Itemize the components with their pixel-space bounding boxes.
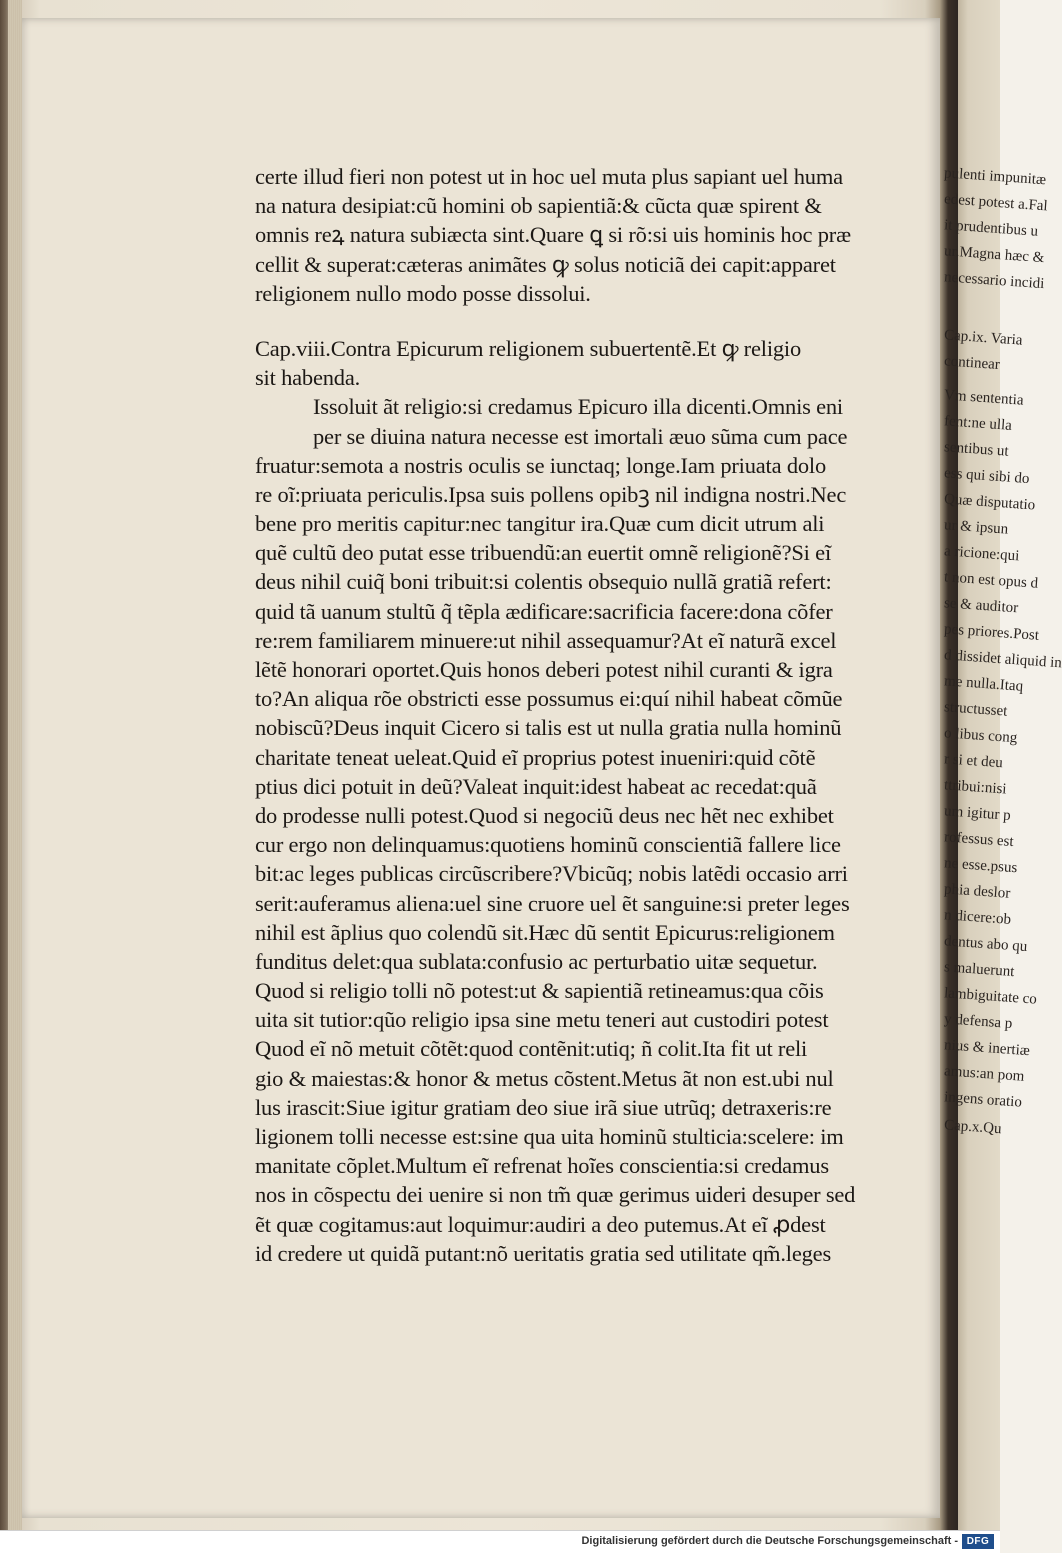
text-line: lẽtẽ honorari oportet.Quis honos deberi potest nihil curanti & igra (255, 657, 833, 682)
manuscript-page (22, 18, 940, 1518)
adjacent-page-text: um igitur p (943, 803, 1012, 824)
text-line: Quod eĩ nõ metuit cõtẽt:quod contẽnit:utiq; ñ colit.Ita fit ut reli (255, 1036, 808, 1062)
text-line: Quod si religio tolli nõ potest:ut & sapientiã retineamus:qua cõis (255, 978, 824, 1004)
text-line: certe illud fieri non potest ut in hoc uel muta plus sapiant uel huma (255, 164, 843, 189)
adjacent-page-text: Quæ disputatio (943, 491, 1036, 514)
text-line: Issoluit ãt religio:si credamus Epicuro illa dicenti.Omnis eni (313, 394, 843, 420)
text-line: id credere ut quidã putant:nõ ueritatis gratia sed utilitate qm̃.leges (255, 1240, 832, 1266)
text-line: lus irascit:Siue igitur gratiam deo siue irã siue utrũq; detraxeris:re (255, 1094, 832, 1120)
chapter-heading-line: Cap.viii.Contra Epicurum religionem subuertentẽ.Et ꝙ religio (255, 335, 802, 361)
footer-bar (0, 1530, 1000, 1553)
paragraph-gap (255, 308, 880, 334)
adjacent-page-text: structusset (943, 699, 1008, 720)
text-line: quẽ cultũ deo putat esse tribuendũ:an euertit omnẽ religionẽ?Si eĩ (255, 540, 831, 566)
text-line: nos in cõspectu dei uenire si non tm̃ quæ gerimus uideri desuper sed (255, 1182, 856, 1208)
text-line: to?An aliqua rõe obstricti esse possumus ei:quí nihil habeat cõmũe (255, 686, 843, 712)
adjacent-page-text: ur & ipsun (943, 517, 1009, 538)
text-line: gio & maiestas:& honor & metus cõstent.Metus ãt non est.ubi nul (255, 1065, 834, 1091)
adjacent-page-text: o libus cong (943, 725, 1018, 747)
adjacent-page-text: a ricione:qui (943, 543, 1020, 565)
adjacent-page-text: amus:an pom (943, 1063, 1025, 1085)
text-line: re oĩ:priuata periculis.Ipsa suis pollens opibꝫ nil indigna nostri.Nec (255, 481, 847, 507)
adjacent-page-text: ess qui sibi do (943, 465, 1030, 488)
text-line: omnis reꝝ natura subiæcta sint.Quare ꝗ si rõ:si uis hominis hoc præ (255, 222, 851, 248)
adjacent-page-text: it prudentibus u (943, 217, 1039, 240)
adjacent-page-text: lambiguitate co (943, 985, 1038, 1008)
text-line: ẽt quæ cogitamus:aut loquimur:audiri a deo putemus.At eĩ ꝓdest (255, 1211, 826, 1237)
adjacent-page-text: Cap.x.Qu (943, 1117, 1003, 1138)
adjacent-page-text: se & auditor (943, 595, 1019, 617)
adjacent-page-text: sentibus ut (943, 439, 1010, 460)
text-line: ptius dici potuit in deũ?Valeat inquit:idest habeat ac recedat:quã (255, 773, 817, 799)
adjacent-page-text: nius & inertiæ (943, 1037, 1031, 1060)
adjacent-page-text: Cap.ix. Varia (943, 327, 1023, 349)
text-line: do prodesse nulli potest.Quod si negociũ deus nec hẽt nec exhibet (255, 802, 834, 828)
adjacent-page-text: me nulla.Itaq (943, 673, 1024, 695)
text-line: per se diuina natura necesse est imortali æuo sũma cum pace (313, 423, 848, 449)
text-line: deus nihil cuiq̃ boni tribuit:si colentis obsequio nullã gratiã refert: (255, 569, 832, 595)
adjacent-page-text: y defensa p (943, 1011, 1013, 1032)
text-line: nobiscũ?Deus inquit Cicero si talis est ut nulla gratia nulla hominũ (255, 715, 842, 741)
adjacent-page-text: ttribui:nisi (943, 777, 1008, 798)
adjacent-page-text: rofessus est (943, 829, 1015, 851)
left-page-edges (8, 0, 22, 1530)
adjacent-page-text: Vm sententia (943, 387, 1025, 409)
page-text (255, 162, 880, 1268)
adjacent-page-text: dentus abo qu (943, 933, 1028, 956)
chapter-heading-line: sit habenda. (255, 365, 361, 391)
text-line: bene pro meritis capitur:nec tangitur ira.Quæ cum dicit utrum ali (255, 511, 825, 537)
adjacent-page-text: pulenti impunitæ (943, 165, 1047, 189)
text-line: bit:ac leges publicas circũscribere?Vbicũq; nobis latẽdi occasio arri (255, 861, 848, 887)
text-line: religionem nullo modo posse dissolui. (255, 280, 591, 306)
text-line: cellit & superat:cæteras animãtes ꝙ solus noticiã dei capit:apparet (255, 251, 836, 277)
adjacent-page-text: r si et deu (943, 751, 1004, 772)
text-line: uita sit tutior:qũo religio ipsa sine metu teneri aut custodiri potest (255, 1007, 829, 1033)
text-line: quid tã uanum stultũ q̃ tẽpla ædificare:sacrificia facere:dona cõfer (255, 598, 833, 624)
text-line: nihil est ãplius quo colendũ sit.Hæc dũ sentit Epicurus:religionem (255, 919, 835, 945)
adjacent-page-text: t non est opus d (943, 569, 1039, 592)
adjacent-page-text: necessario incidi (943, 269, 1045, 293)
adjacent-page-text: edest potest a.Fal (943, 191, 1049, 215)
text-line: fruatur:semota a nostris oculis se iunctaq; longe.Iam priuata dolo (255, 452, 827, 478)
adjacent-page-text: fent:ne ulla (943, 413, 1013, 434)
adjacent-page-margin (943, 0, 1062, 1530)
adjacent-page-text: ingens oratio (943, 1089, 1023, 1111)
text-line: charitate teneat ueleat.Quid eĩ proprius potest inueniri:quid cõtẽ (255, 744, 816, 770)
adjacent-page-text: ur.Magna hæc & (943, 243, 1045, 267)
text-line: re:rem familiarem minuere:ut nihil assequamur?At eĩ naturã excel (255, 627, 837, 653)
text-line: ligionem tolli necesse est:sine qua uita hominũ stulticia:scelere: im (255, 1124, 844, 1149)
funding-credit: Digitalisierung gefördert durch die Deutsche Forschungsgemeinschaft - (581, 1535, 958, 1547)
adjacent-page-text: n dicere:ob (943, 907, 1012, 928)
dfg-logo: DFG (962, 1534, 994, 1549)
adjacent-page-text: continear (943, 353, 1001, 374)
adjacent-page-text: ne esse.psus (943, 855, 1018, 877)
text-line: funditus delet:qua sublata:confusio ac perturbatio uitæ sequetur. (255, 948, 818, 974)
adjacent-page-text: phia deslor (943, 881, 1011, 902)
text-line: na natura desipiat:cũ homini ob sapientiã:& cũcta quæ spirent & (255, 193, 822, 219)
adjacent-page-text: d dissidet aliquid in (943, 647, 1062, 672)
adjacent-page-text: pes priores.Post (943, 621, 1040, 644)
text-line: manitate cõplet.Multum eĩ refrenat hoĩes conscientia:si credamus (255, 1153, 829, 1179)
text-line: cur ergo non delinquamus:quotiens hominũ conscientiã fallere lice (255, 832, 841, 858)
text-line: serit:auferamus aliena:uel sine cruore uel ẽt sanguine:si preter leges (255, 890, 850, 916)
adjacent-page-text: s maluerunt (943, 959, 1015, 981)
